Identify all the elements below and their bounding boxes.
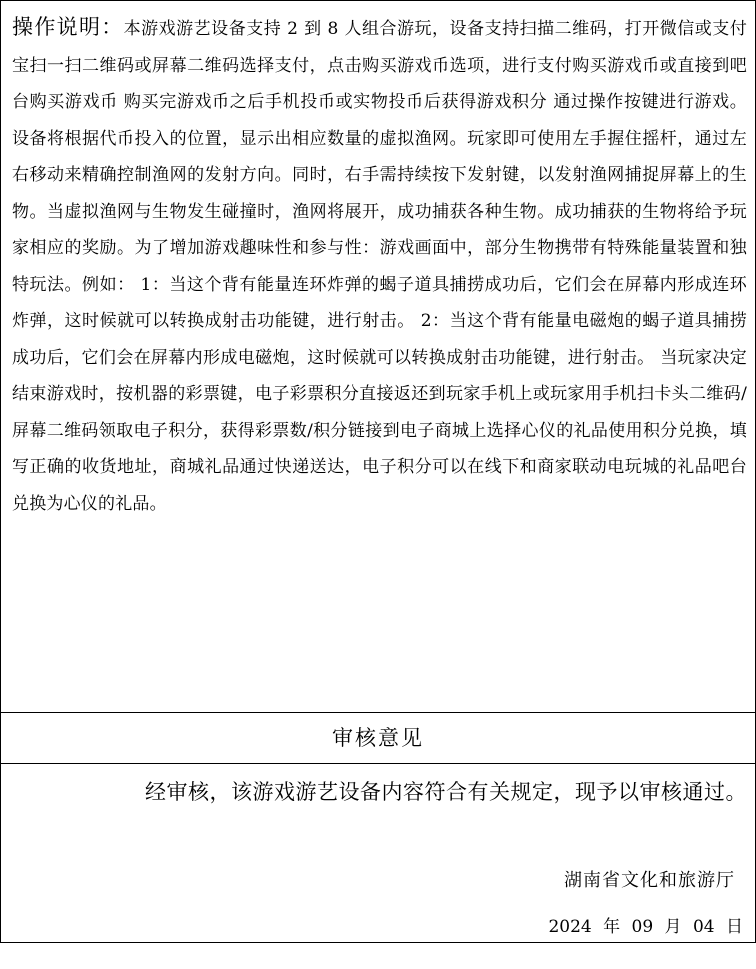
instructions-label: 操作说明：	[12, 15, 124, 39]
review-opinion-text: 经审核，该游戏游艺设备内容符合有关规定，现予以审核通过。	[145, 780, 747, 804]
operation-instructions-section	[1, 1, 755, 713]
instructions-text: 本游戏游艺设备支持 2 到 8 人组合游玩，设备支持扫描二维码，打开微信或支付宝扫一扫二维码或屏幕二维码选择支付，点击购买游戏币选项，进行支付购买游戏币或直接到吧台购买游戏币 购买完游戏币之后手机投币或实物投币后获得游戏积分 通过操作按键进行游戏。 设备将根据代币投入的位置，显示出相应数量的虚拟渔网。玩家即可使用左手握住摇杆，通过左右移动来精确控制渔网的发射方向。同时，右手需持续按下发射键，以发射渔网捕捉屏幕上的生物。当虚拟渔网与生物发生碰撞时，渔网将展开，成功捕获各种生物。成功捕获的生物将给予玩家相应的奖励。为了增加游戏趣味性和参与性：游戏画面中，部分生物携带有特殊能量装置和独特玩法。例如： 1：当这个背有能量连环炸弹的蝎子道具捕捞成功后，它们会在屏幕内形成连环炸弹，这时候就可以转换成射击功能键，进行射击。 2：当这个背有能量电磁炮的蝎子道具捕捞成功后，它们会在屏幕内形成电磁炮，这时候就可以转换成射击功能键，进行射击。 当玩家决定结束游戏时，按机器的彩票键，电子彩票积分直接返还到玩家手机上或玩家用手机扫卡头二维码/屏幕二维码领取电子积分，获得彩票数/积分链接到电子商城上选择心仪的礼品使用积分兑换，填写正确的收货地址，商城礼品通过快递送达，电子积分可以在线下和商家联动电玩城的礼品吧台兑换为心仪的礼品。	[12, 19, 748, 514]
issuing-authority: 湖南省文化和旅游厅	[564, 870, 735, 891]
review-date: 2024 年 09 月 04 日	[548, 917, 743, 937]
review-opinion-header: 审核意见	[1, 713, 755, 764]
review-opinion-section	[1, 764, 755, 942]
